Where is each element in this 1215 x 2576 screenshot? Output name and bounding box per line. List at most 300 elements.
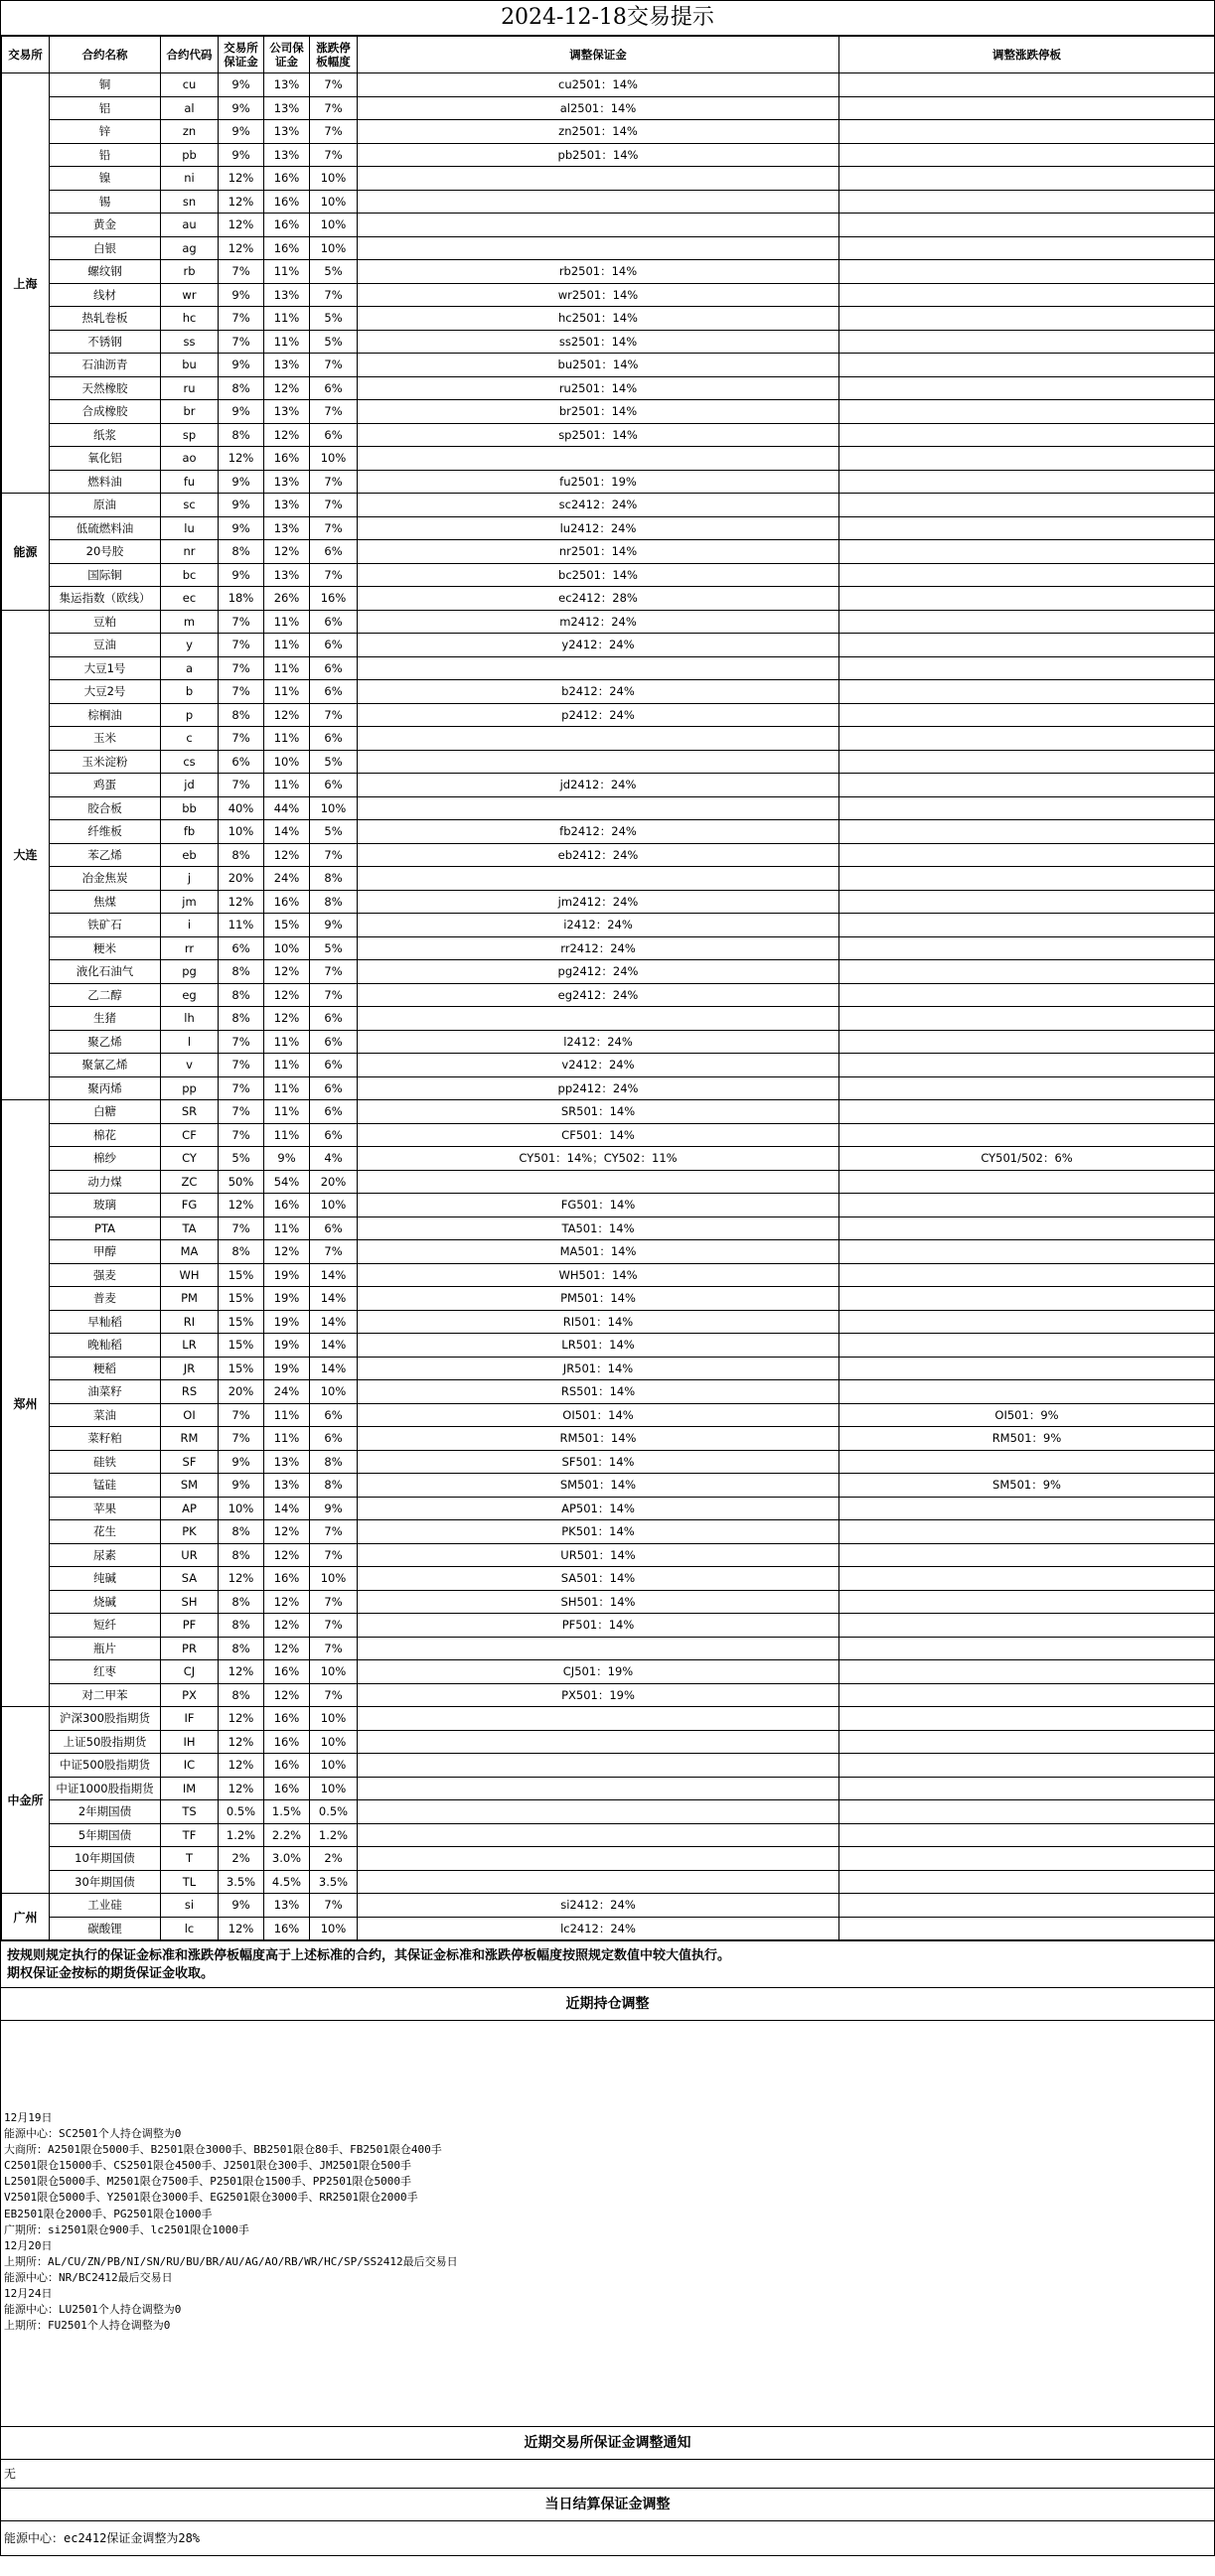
adjusted-margin-cell: AP501：14%: [358, 1497, 839, 1520]
table-row: [2, 914, 1215, 937]
exchange-margin-cell: 12%: [219, 1754, 264, 1778]
contract-code-cell: IF: [161, 1707, 219, 1731]
company-margin-cell: 24%: [264, 867, 310, 891]
adjusted-limit-cell: [839, 283, 1215, 307]
table-row: [2, 236, 1215, 260]
exchange-margin-cell: 8%: [219, 540, 264, 564]
company-margin-cell: 26%: [264, 587, 310, 611]
contract-code-cell: TL: [161, 1870, 219, 1894]
contract-code-cell: au: [161, 214, 219, 237]
contract-code-cell: bb: [161, 796, 219, 820]
adjusted-margin-cell: lc2412：24%: [358, 1917, 839, 1940]
adjusted-limit-cell: [839, 260, 1215, 284]
limit-range-cell: 10%: [310, 1660, 358, 1684]
contract-name-cell: 冶金焦炭: [50, 867, 161, 891]
adjusted-limit-cell: [839, 1497, 1215, 1520]
company-margin-cell: 16%: [264, 1777, 310, 1800]
company-margin-cell: 19%: [264, 1357, 310, 1380]
contract-code-cell: al: [161, 96, 219, 120]
company-margin-cell: 12%: [264, 1520, 310, 1544]
header-limit-range: 涨跌停板幅度: [310, 37, 358, 73]
contract-name-cell: PTA: [50, 1216, 161, 1240]
adjusted-limit-cell: [839, 167, 1215, 191]
table-row: [2, 610, 1215, 634]
limit-range-cell: 10%: [310, 1707, 358, 1731]
limit-range-cell: 7%: [310, 96, 358, 120]
adjusted-margin-cell: WH501：14%: [358, 1263, 839, 1287]
adjusted-limit-cell: [839, 354, 1215, 377]
exchange-margin-cell: 9%: [219, 516, 264, 540]
adjusted-margin-cell: br2501：14%: [358, 400, 839, 424]
contract-name-cell: 线材: [50, 283, 161, 307]
contract-code-cell: eb: [161, 843, 219, 867]
adjusted-limit-cell: [839, 610, 1215, 634]
adjusted-limit-cell: [839, 494, 1215, 517]
contract-name-cell: 铝: [50, 96, 161, 120]
contract-code-cell: lu: [161, 516, 219, 540]
contract-name-cell: 粳稻: [50, 1357, 161, 1380]
company-margin-cell: 16%: [264, 190, 310, 214]
table-row: [2, 1194, 1215, 1217]
exchange-margin-cell: 12%: [219, 1777, 264, 1800]
contract-code-cell: WH: [161, 1263, 219, 1287]
limit-range-cell: 8%: [310, 890, 358, 914]
contract-code-cell: PM: [161, 1287, 219, 1311]
contract-name-cell: 白银: [50, 236, 161, 260]
limit-range-cell: 10%: [310, 190, 358, 214]
limit-range-cell: 6%: [310, 1076, 358, 1100]
adjusted-margin-cell: p2412：24%: [358, 703, 839, 727]
exchange-margin-cell: 12%: [219, 890, 264, 914]
table-row: [2, 214, 1215, 237]
table-row: [2, 1170, 1215, 1194]
table-row: [2, 796, 1215, 820]
exchange-margin-cell: 8%: [219, 960, 264, 984]
adjusted-limit-cell: [839, 1800, 1215, 1824]
contract-code-cell: bc: [161, 563, 219, 587]
exchange-margin-cell: 0.5%: [219, 1800, 264, 1824]
contract-code-cell: fb: [161, 820, 219, 844]
contract-name-cell: 硅铁: [50, 1450, 161, 1474]
exchange-margin-cell: 8%: [219, 1590, 264, 1614]
adjusted-margin-cell: [358, 167, 839, 191]
adjusted-margin-cell: [358, 867, 839, 891]
adjusted-limit-cell: [839, 376, 1215, 400]
contract-code-cell: TS: [161, 1800, 219, 1824]
table-row: [2, 587, 1215, 611]
adjusted-margin-cell: nr2501：14%: [358, 540, 839, 564]
adjusted-limit-cell: [839, 587, 1215, 611]
table-row: [2, 1357, 1215, 1380]
adjusted-limit-cell: [839, 1450, 1215, 1474]
table-row: [2, 774, 1215, 797]
company-margin-cell: 11%: [264, 1076, 310, 1100]
contract-name-cell: 早籼稻: [50, 1310, 161, 1334]
contract-name-cell: 瓶片: [50, 1637, 161, 1660]
limit-range-cell: 6%: [310, 1427, 358, 1451]
position-line: 上期所：FU2501个人持仓调整为0: [4, 2319, 171, 2333]
contract-name-cell: 聚乙烯: [50, 1030, 161, 1054]
company-margin-cell: 12%: [264, 1007, 310, 1031]
table-row: [2, 283, 1215, 307]
contract-code-cell: j: [161, 867, 219, 891]
adjusted-margin-cell: m2412：24%: [358, 610, 839, 634]
contract-code-cell: TA: [161, 1216, 219, 1240]
contract-code-cell: IH: [161, 1730, 219, 1754]
exchange-margin-cell: 7%: [219, 330, 264, 354]
contract-name-cell: 乙二醇: [50, 983, 161, 1007]
exchange-margin-cell: 8%: [219, 1543, 264, 1567]
table-row: [2, 376, 1215, 400]
contract-name-cell: 黄金: [50, 214, 161, 237]
exchange-margin-cell: 7%: [219, 1100, 264, 1124]
table-row: [2, 1240, 1215, 1264]
contract-name-cell: 铁矿石: [50, 914, 161, 937]
table-row: [2, 820, 1215, 844]
exchange-margin-cell: 9%: [219, 143, 264, 167]
table-row: [2, 983, 1215, 1007]
contract-code-cell: fu: [161, 470, 219, 494]
company-margin-cell: 11%: [264, 1100, 310, 1124]
company-margin-cell: 11%: [264, 1427, 310, 1451]
contract-name-cell: 对二甲苯: [50, 1683, 161, 1707]
adjusted-margin-cell: SF501：14%: [358, 1450, 839, 1474]
limit-range-cell: 6%: [310, 634, 358, 657]
table-row: [2, 1777, 1215, 1800]
company-margin-cell: 12%: [264, 1590, 310, 1614]
limit-range-cell: 6%: [310, 540, 358, 564]
adjusted-margin-cell: [358, 750, 839, 774]
contract-code-cell: AP: [161, 1497, 219, 1520]
table-row: [2, 1800, 1215, 1824]
exchange-cell: 能源: [2, 494, 50, 611]
contract-name-cell: 豆油: [50, 634, 161, 657]
adjusted-margin-cell: [358, 190, 839, 214]
limit-range-cell: 9%: [310, 1497, 358, 1520]
exchange-margin-cell: 7%: [219, 1216, 264, 1240]
company-margin-cell: 11%: [264, 656, 310, 680]
exchange-margin-cell: 2%: [219, 1847, 264, 1871]
header-exchange-margin: 交易所保证金: [219, 37, 264, 73]
adjusted-margin-cell: [358, 727, 839, 751]
adjusted-limit-cell: [839, 423, 1215, 447]
table-row: [2, 516, 1215, 540]
exchange-margin-cell: 7%: [219, 656, 264, 680]
contract-code-cell: RI: [161, 1310, 219, 1334]
contract-name-cell: 液化石油气: [50, 960, 161, 984]
exchange-margin-cell: 12%: [219, 236, 264, 260]
company-margin-cell: 11%: [264, 260, 310, 284]
company-margin-cell: 13%: [264, 96, 310, 120]
contract-name-cell: 玉米: [50, 727, 161, 751]
adjusted-margin-cell: fu2501：19%: [358, 470, 839, 494]
exchange-margin-cell: 7%: [219, 1427, 264, 1451]
adjusted-limit-cell: [839, 774, 1215, 797]
adjusted-margin-cell: pg2412：24%: [358, 960, 839, 984]
contract-name-cell: 10年期国债: [50, 1847, 161, 1871]
company-margin-cell: 19%: [264, 1334, 310, 1358]
exchange-cell: 广州: [2, 1894, 50, 1940]
exchange-margin-cell: 15%: [219, 1287, 264, 1311]
limit-range-cell: 7%: [310, 1520, 358, 1544]
position-line: L2501限仓5000手、M2501限仓7500手、P2501限仓1500手、PP2501限仓5000手: [4, 2175, 412, 2189]
contract-code-cell: l: [161, 1030, 219, 1054]
company-margin-cell: 14%: [264, 820, 310, 844]
contract-name-cell: 20号胶: [50, 540, 161, 564]
position-adjust-lines: [4, 2110, 458, 2334]
adjusted-margin-cell: CF501：14%: [358, 1123, 839, 1147]
exchange-margin-cell: 7%: [219, 610, 264, 634]
contract-name-cell: 甲醇: [50, 1240, 161, 1264]
table-row: [2, 1054, 1215, 1077]
adjusted-limit-cell: [839, 843, 1215, 867]
company-margin-cell: 1.5%: [264, 1800, 310, 1824]
limit-range-cell: 6%: [310, 774, 358, 797]
contract-code-cell: zn: [161, 120, 219, 144]
exchange-margin-cell: 12%: [219, 167, 264, 191]
limit-range-cell: 7%: [310, 1614, 358, 1638]
limit-range-cell: 8%: [310, 1450, 358, 1474]
table-row: [2, 1287, 1215, 1311]
exchange-margin-cell: 9%: [219, 494, 264, 517]
adjusted-limit-cell: [839, 1637, 1215, 1660]
table-row: [2, 120, 1215, 144]
table-row: [2, 703, 1215, 727]
table-row: [2, 1334, 1215, 1358]
company-margin-cell: 11%: [264, 1216, 310, 1240]
position-line: 12月20日: [4, 2238, 53, 2252]
adjusted-margin-cell: OI501：14%: [358, 1403, 839, 1427]
company-margin-cell: 24%: [264, 1380, 310, 1404]
adjusted-margin-cell: PX501：19%: [358, 1683, 839, 1707]
table-row: [2, 1730, 1215, 1754]
adjusted-limit-cell: [839, 1543, 1215, 1567]
exchange-margin-cell: 15%: [219, 1263, 264, 1287]
adjusted-margin-cell: RS501：14%: [358, 1380, 839, 1404]
adjusted-limit-cell: [839, 470, 1215, 494]
exchange-margin-cell: 9%: [219, 470, 264, 494]
limit-range-cell: 7%: [310, 1637, 358, 1660]
table-row: [2, 634, 1215, 657]
table-row: [2, 1123, 1215, 1147]
limit-range-cell: 10%: [310, 1917, 358, 1940]
table-row: [2, 1427, 1215, 1451]
company-margin-cell: 12%: [264, 1683, 310, 1707]
exchange-margin-cell: 18%: [219, 587, 264, 611]
limit-range-cell: 6%: [310, 610, 358, 634]
contract-code-cell: SA: [161, 1567, 219, 1591]
company-margin-cell: 19%: [264, 1263, 310, 1287]
contract-code-cell: RM: [161, 1427, 219, 1451]
table-row: [2, 330, 1215, 354]
limit-range-cell: 10%: [310, 447, 358, 471]
position-adjust-title: 近期持仓调整: [1, 1987, 1214, 2020]
limit-range-cell: 5%: [310, 260, 358, 284]
adjusted-limit-cell: [839, 914, 1215, 937]
limit-range-cell: 1.2%: [310, 1823, 358, 1847]
contract-name-cell: 5年期国债: [50, 1823, 161, 1847]
table-row: [2, 1614, 1215, 1638]
exchange-notice-title: 近期交易所保证金调整通知: [1, 2426, 1214, 2459]
limit-range-cell: 5%: [310, 750, 358, 774]
company-margin-cell: 13%: [264, 563, 310, 587]
adjusted-limit-cell: [839, 1334, 1215, 1358]
table-row: [2, 1497, 1215, 1520]
adjusted-margin-cell: SH501：14%: [358, 1590, 839, 1614]
adjusted-limit-cell: [839, 1216, 1215, 1240]
contract-code-cell: SM: [161, 1474, 219, 1498]
adjusted-margin-cell: y2412：24%: [358, 634, 839, 657]
contract-code-cell: IC: [161, 1754, 219, 1778]
adjusted-limit-cell: [839, 1917, 1215, 1940]
company-margin-cell: 13%: [264, 283, 310, 307]
contract-code-cell: PK: [161, 1520, 219, 1544]
adjusted-margin-cell: [358, 1847, 839, 1871]
contract-code-cell: c: [161, 727, 219, 751]
adjusted-limit-cell: [839, 1683, 1215, 1707]
contract-code-cell: ru: [161, 376, 219, 400]
table-header-row: [2, 37, 1215, 73]
contract-name-cell: 碳酸锂: [50, 1917, 161, 1940]
adjusted-limit-cell: [839, 1007, 1215, 1031]
contract-name-cell: 国际铜: [50, 563, 161, 587]
contract-name-cell: 上证50股指期货: [50, 1730, 161, 1754]
company-margin-cell: 54%: [264, 1170, 310, 1194]
exchange-margin-cell: 12%: [219, 1567, 264, 1591]
adjusted-margin-cell: PK501：14%: [358, 1520, 839, 1544]
adjusted-limit-cell: [839, 1194, 1215, 1217]
table-row: [2, 1894, 1215, 1918]
exchange-margin-cell: 7%: [219, 307, 264, 331]
table-row: [2, 143, 1215, 167]
contract-name-cell: 合成橡胶: [50, 400, 161, 424]
adjusted-margin-cell: bu2501：14%: [358, 354, 839, 377]
contract-code-cell: y: [161, 634, 219, 657]
adjusted-limit-cell: [839, 190, 1215, 214]
exchange-margin-cell: 10%: [219, 1497, 264, 1520]
adjusted-limit-cell: [839, 1100, 1215, 1124]
company-margin-cell: 16%: [264, 1707, 310, 1731]
company-margin-cell: 13%: [264, 354, 310, 377]
adjusted-margin-cell: [358, 1170, 839, 1194]
exchange-margin-cell: 7%: [219, 1054, 264, 1077]
contract-code-cell: pb: [161, 143, 219, 167]
table-row: [2, 1263, 1215, 1287]
contract-name-cell: 普麦: [50, 1287, 161, 1311]
adjusted-margin-cell: FG501：14%: [358, 1194, 839, 1217]
limit-range-cell: 7%: [310, 494, 358, 517]
position-line: 能源中心：SC2501个人持仓调整为0: [4, 2127, 182, 2141]
position-line: 能源中心：NR/BC2412最后交易日: [4, 2270, 173, 2284]
exchange-margin-cell: 7%: [219, 774, 264, 797]
company-margin-cell: 11%: [264, 1403, 310, 1427]
company-margin-cell: 16%: [264, 447, 310, 471]
contract-name-cell: 大豆2号: [50, 680, 161, 704]
company-margin-cell: 16%: [264, 167, 310, 191]
table-row: [2, 190, 1215, 214]
exchange-cell: 大连: [2, 610, 50, 1100]
contract-code-cell: jm: [161, 890, 219, 914]
contract-name-cell: 镍: [50, 167, 161, 191]
contract-name-cell: 玻璃: [50, 1194, 161, 1217]
exchange-margin-cell: 12%: [219, 1194, 264, 1217]
adjusted-limit-cell: [839, 563, 1215, 587]
limit-range-cell: 14%: [310, 1310, 358, 1334]
contract-code-cell: CJ: [161, 1660, 219, 1684]
contract-name-cell: 花生: [50, 1520, 161, 1544]
contract-code-cell: pp: [161, 1076, 219, 1100]
company-margin-cell: 10%: [264, 936, 310, 960]
position-line: V2501限仓5000手、Y2501限仓3000手、EG2501限仓3000手、RR2501限仓2000手: [4, 2191, 418, 2205]
exchange-margin-cell: 9%: [219, 1474, 264, 1498]
contract-name-cell: 苯乙烯: [50, 843, 161, 867]
company-margin-cell: 16%: [264, 1194, 310, 1217]
limit-range-cell: 6%: [310, 1030, 358, 1054]
exchange-margin-cell: 8%: [219, 703, 264, 727]
contract-code-cell: OI: [161, 1403, 219, 1427]
table-row: [2, 1707, 1215, 1731]
contract-name-cell: 铅: [50, 143, 161, 167]
table-row: [2, 1847, 1215, 1871]
limit-range-cell: 6%: [310, 1007, 358, 1031]
contract-name-cell: 红枣: [50, 1660, 161, 1684]
adjusted-limit-cell: [839, 1660, 1215, 1684]
contract-code-cell: lh: [161, 1007, 219, 1031]
table-row: [2, 727, 1215, 751]
adjusted-margin-cell: SR501：14%: [358, 1100, 839, 1124]
company-margin-cell: 13%: [264, 494, 310, 517]
exchange-margin-cell: 20%: [219, 867, 264, 891]
limit-range-cell: 5%: [310, 936, 358, 960]
company-margin-cell: 11%: [264, 1054, 310, 1077]
adjusted-margin-cell: b2412：24%: [358, 680, 839, 704]
exchange-margin-cell: 9%: [219, 120, 264, 144]
header-company-margin: 公司保证金: [264, 37, 310, 73]
exchange-margin-cell: 7%: [219, 1403, 264, 1427]
adjusted-limit-cell: [839, 73, 1215, 97]
exchange-margin-cell: 40%: [219, 796, 264, 820]
limit-range-cell: 10%: [310, 236, 358, 260]
header-adjusted-limit: 调整涨跌停板: [839, 37, 1215, 73]
contract-code-cell: rb: [161, 260, 219, 284]
limit-range-cell: 6%: [310, 423, 358, 447]
rules-note: [1, 1940, 1214, 1987]
exchange-margin-cell: 6%: [219, 936, 264, 960]
contract-code-cell: jd: [161, 774, 219, 797]
adjusted-limit-cell: [839, 516, 1215, 540]
adjusted-limit-cell: [839, 1240, 1215, 1264]
limit-range-cell: 10%: [310, 214, 358, 237]
adjusted-margin-cell: eb2412：24%: [358, 843, 839, 867]
contract-name-cell: 油菜籽: [50, 1380, 161, 1404]
company-margin-cell: 16%: [264, 236, 310, 260]
limit-range-cell: 14%: [310, 1357, 358, 1380]
limit-range-cell: 7%: [310, 120, 358, 144]
limit-range-cell: 7%: [310, 1543, 358, 1567]
adjusted-limit-cell: [839, 1054, 1215, 1077]
limit-range-cell: 8%: [310, 1474, 358, 1498]
contract-name-cell: 菜油: [50, 1403, 161, 1427]
exchange-margin-cell: 8%: [219, 1683, 264, 1707]
limit-range-cell: 6%: [310, 727, 358, 751]
adjusted-margin-cell: ec2412：28%: [358, 587, 839, 611]
company-margin-cell: 12%: [264, 1543, 310, 1567]
exchange-margin-cell: 8%: [219, 1240, 264, 1264]
adjusted-margin-cell: eg2412：24%: [358, 983, 839, 1007]
adjusted-margin-cell: TA501：14%: [358, 1216, 839, 1240]
company-margin-cell: 19%: [264, 1287, 310, 1311]
adjusted-limit-cell: [839, 236, 1215, 260]
